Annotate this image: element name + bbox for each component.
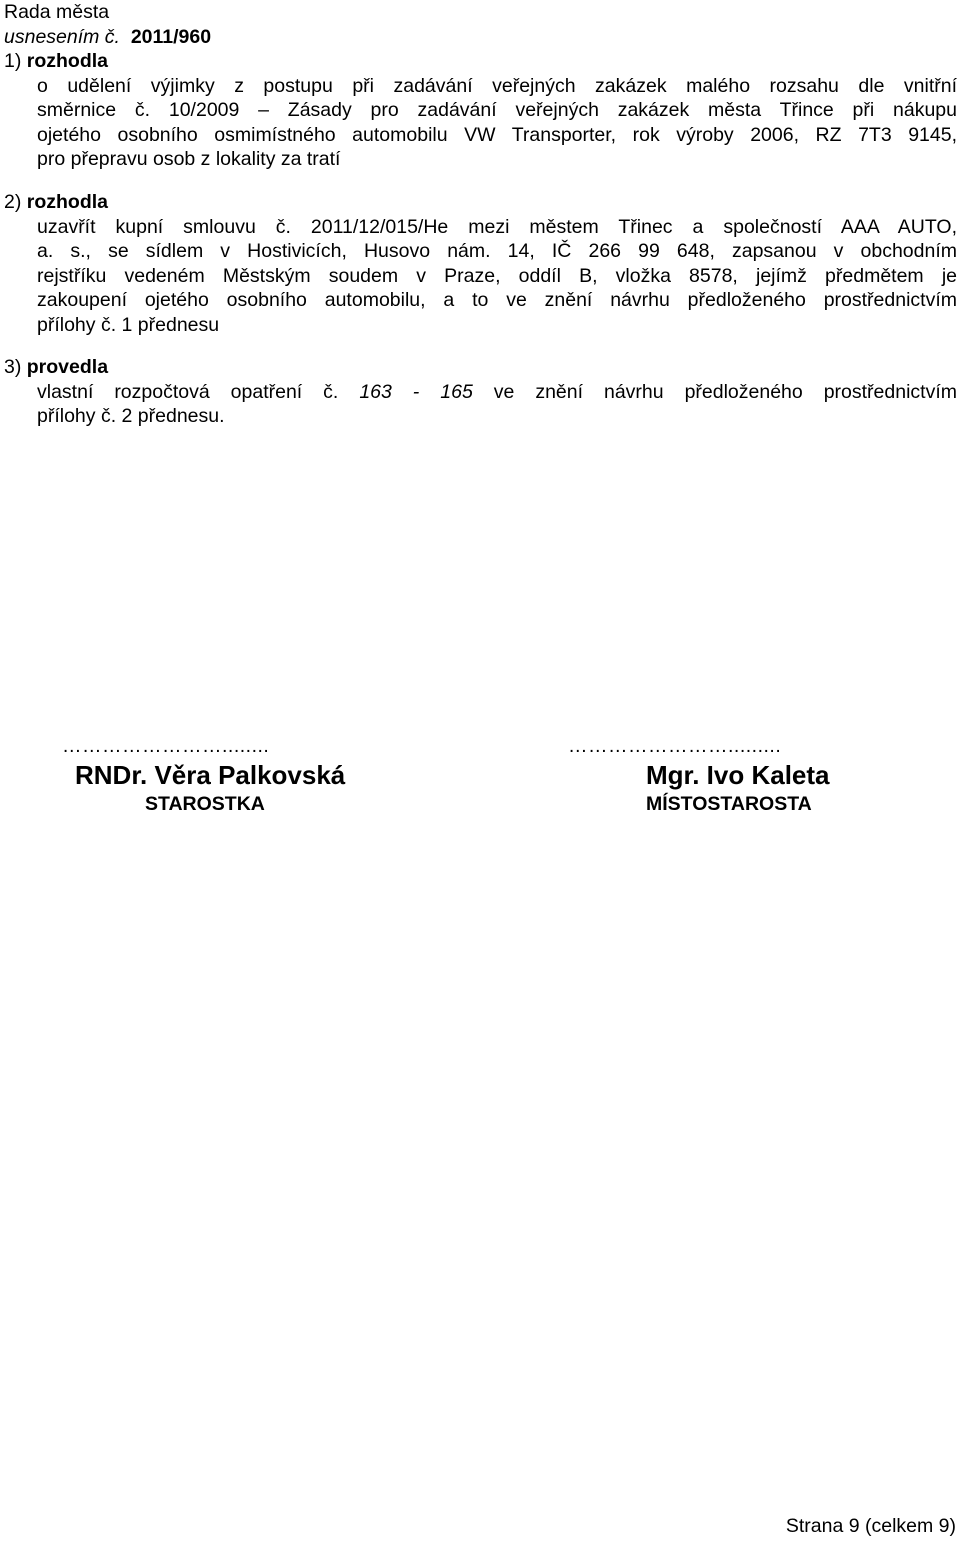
item-2-line: a. s., se sídlem v Hostivicích, Husovo nám. 14, IČ 266 99 648, zapsanou v obchodním (37, 240, 957, 262)
item-2-heading (4, 190, 108, 215)
signatory-role-left: STAROSTKA (145, 793, 265, 815)
signatory-name-left: RNDr. Věra Palkovská (75, 760, 346, 790)
item-2-number: 2) (4, 191, 22, 213)
signatory-name-right: Mgr. Ivo Kaleta (646, 760, 830, 790)
item-2-line: rejstříku vedeném Městským soudem v Praze, oddíl B, vložka 8578, jejímž předmětem je (37, 264, 957, 287)
resolution-number: 2011/960 (130, 25, 212, 48)
item-2-line: přílohy č. 1 přednesu (37, 313, 220, 336)
item-1-text (37, 74, 957, 172)
item-1-line: pro přepravu osob z lokality za tratí (37, 148, 341, 170)
item-3-line1-suffix: ve znění návrhu předloženého prostřednictvím (493, 380, 957, 403)
item-1-verb: rozhodla (26, 50, 109, 72)
item-2-text (37, 215, 957, 338)
item-2-line: zakoupení ojetého osobního automobilu, a to ve znění návrhu předloženého prostřednictvím (37, 289, 957, 311)
item-2-line: uzavřít kupní smlouvu č. 2011/12/015/He mezi městem Třinec a společností AAA AUTO, (37, 215, 957, 238)
signature-line-left: ……………………........ (62, 735, 270, 757)
signatory-role-right: MÍSTOSTAROSTA (646, 793, 812, 815)
council-name: Rada města (4, 1, 110, 23)
item-1-number: 1) (4, 50, 22, 72)
signature-line-right: ……………………......... (568, 735, 782, 757)
item-3-number: 3) (4, 356, 22, 378)
item-3-measure-numbers: 163 - 165 (359, 380, 473, 403)
item-1-line: ojetého osobního osmimístného automobilu VW Transporter, rok výroby 2006, RZ 7T3 9145, (37, 123, 957, 146)
item-3-heading (4, 355, 108, 380)
resolution-heading (4, 25, 211, 50)
item-3-verb: provedla (26, 356, 109, 378)
item-1-line: směrnice č. 10/2009 – Zásady pro zadávání veřejných zakázek města Třince při nákupu (37, 99, 957, 121)
resolution-label: usnesením č. (4, 25, 120, 48)
item-1-heading (4, 49, 108, 74)
page-number: Strana 9 (celkem 9) (785, 1515, 956, 1537)
item-3-text (37, 380, 957, 429)
item-3-line (37, 380, 957, 405)
item-2-verb: rozhodla (26, 191, 109, 213)
item-3-line1-prefix: vlastní rozpočtová opatření č. (37, 380, 339, 403)
item-1-line: o udělení výjimky z postupu při zadávání veřejných zakázek malého rozsahu dle vnitřní (37, 74, 957, 97)
item-3-line: přílohy č. 2 přednesu. (37, 405, 225, 427)
